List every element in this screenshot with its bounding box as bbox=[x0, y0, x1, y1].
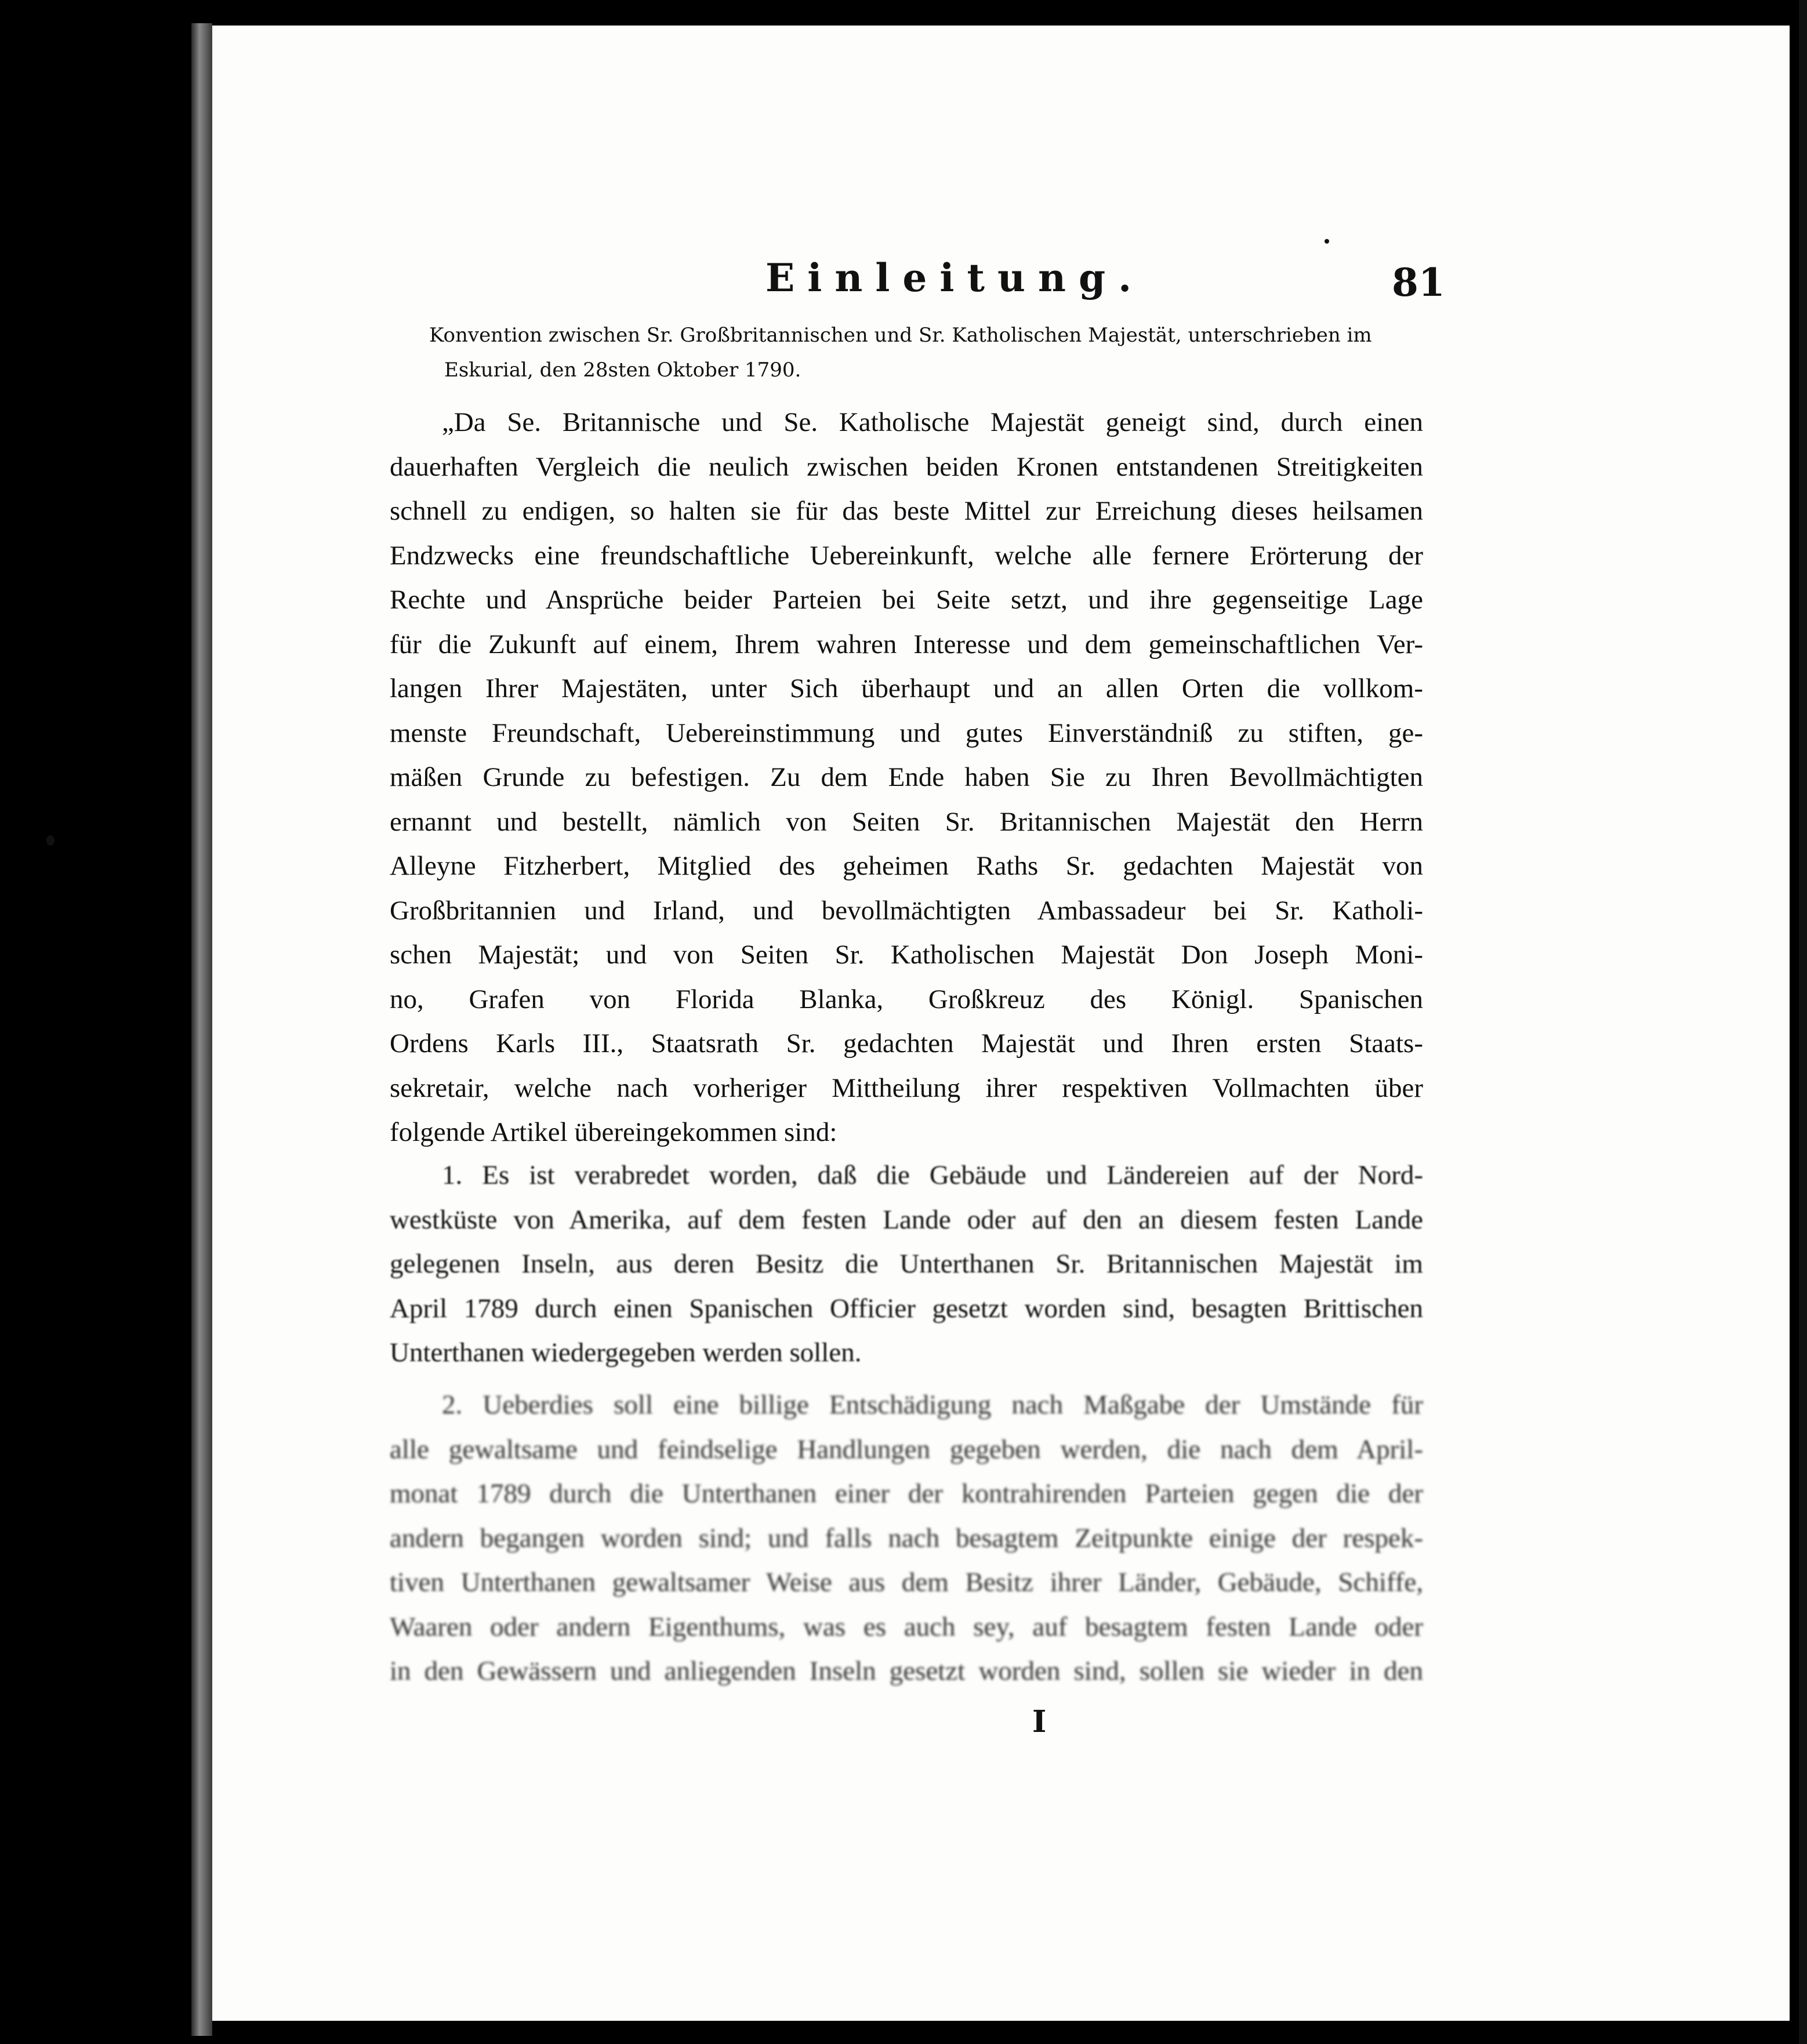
text-line: tiven Unterthanen gewaltsamer Weise aus dem Besitz ihrer Länder, Gebäude, Schiffe, bbox=[390, 1567, 1423, 1597]
text-line: schen Majestät; und von Seiten Sr. Katholischen Majestät Don Joseph Moni- bbox=[390, 940, 1423, 970]
text-line: in den Gewässern und anliegenden Inseln gesetzt worden sind, sollen sie wieder in den bbox=[390, 1656, 1423, 1686]
text-line: Waaren oder andern Eigenthums, was es auch sey, auf besagtem festen Lande oder bbox=[390, 1611, 1423, 1642]
article-2 bbox=[390, 1383, 1423, 1694]
scan-speck bbox=[46, 835, 55, 846]
text-line: langen Ihrer Majestäten, unter Sich überhaupt und an allen Orten die vollkom- bbox=[390, 673, 1423, 704]
text-line: 1. Es ist verabredet worden, daß die Gebäude und Ländereien auf der Nord- bbox=[442, 1160, 1423, 1190]
article-1 bbox=[390, 1153, 1423, 1375]
text-line: Alleyne Fitzherbert, Mitglied des geheimen Raths Sr. gedachten Majestät von bbox=[390, 851, 1423, 881]
text-line: no, Grafen von Florida Blanka, Großkreuz des Königl. Spanischen bbox=[390, 984, 1423, 1014]
scan-right-edge bbox=[1799, 0, 1807, 2044]
text-line: Ordens Karls III., Staatsrath Sr. gedachten Majestät und Ihren ersten Staats- bbox=[390, 1028, 1423, 1059]
text-line: für die Zukunft auf einem, Ihrem wahren Interesse und dem gemeinschaftlichen Ver- bbox=[390, 629, 1423, 659]
text-line: Unterthanen wiedergegeben werden sollen. bbox=[390, 1338, 862, 1368]
text-line: Rechte und Ansprüche beider Parteien bei Seite setzt, und ihre gegenseitige Lage bbox=[390, 585, 1423, 615]
text-line: westküste von Amerika, auf dem festen Lande oder auf den an diesem festen Lande bbox=[390, 1204, 1423, 1235]
text-line: mäßen Grunde zu befestigen. Zu dem Ende haben Sie zu Ihren Bevollmächtigten bbox=[390, 762, 1423, 792]
text-line: folgende Artikel übereingekommen sind: bbox=[390, 1117, 837, 1147]
text-line: April 1789 durch einen Spanischen Officier gesetzt worden sind, besagten Brittischen bbox=[390, 1293, 1423, 1324]
text-line: schnell zu endigen, so halten sie für das beste Mittel zur Erreichung dieses heilsamen bbox=[390, 496, 1423, 526]
text-line: alle gewaltsame und feindselige Handlungen gegeben werden, die nach dem April- bbox=[390, 1434, 1423, 1465]
text-line: ernannt und bestellt, nämlich von Seiten Sr. Britannischen Majestät den Herrn bbox=[390, 806, 1423, 837]
book-spine-edge bbox=[191, 23, 212, 2036]
caption-line: Eskurial, den 28sten Oktober 1790. bbox=[444, 358, 801, 382]
text-line: monat 1789 durch die Unterthanen einer der kontrahirenden Parteien gegen die der bbox=[390, 1478, 1423, 1509]
text-line: Endzwecks eine freundschaftliche Uebereinkunft, welche alle fernere Erörterung der bbox=[390, 540, 1423, 571]
preamble-paragraph bbox=[390, 400, 1423, 1155]
scan-speck bbox=[1325, 239, 1329, 244]
text-line: gelegenen Inseln, aus deren Besitz die Unterthanen Sr. Britannischen Majestät im bbox=[390, 1249, 1423, 1279]
running-header: Einleitung. bbox=[765, 255, 1145, 300]
text-line: dauerhaften Vergleich die neulich zwischen beiden Kronen entstandenen Streitigkeiten bbox=[390, 451, 1423, 482]
text-line: menste Freundschaft, Uebereinstimmung und gutes Einverständniß zu stiften, ge- bbox=[390, 717, 1423, 748]
text-line: sekretair, welche nach vorheriger Mittheilung ihrer respektiven Vollmachten über bbox=[390, 1072, 1423, 1103]
text-line: Großbritannien und Irland, und bevollmächtigten Ambassadeur bei Sr. Katholi- bbox=[390, 895, 1423, 926]
caption-line: Konvention zwischen Sr. Großbritannischen und Sr. Katholischen Majestät, unterschrieben im bbox=[429, 324, 1372, 347]
convention-caption bbox=[429, 318, 1438, 387]
text-line: „Da Se. Britannische und Se. Katholische Majestät geneigt sind, durch einen bbox=[442, 407, 1423, 437]
text-line: 2. Ueberdies soll eine billige Entschädigung nach Maßgabe der Umstände für bbox=[442, 1390, 1423, 1420]
text-line: andern begangen worden sind; und falls nach besagtem Zeitpunkte einige der respek- bbox=[390, 1523, 1423, 1553]
signature-mark: I bbox=[1032, 1704, 1047, 1739]
page-number: 81 bbox=[1392, 260, 1445, 305]
